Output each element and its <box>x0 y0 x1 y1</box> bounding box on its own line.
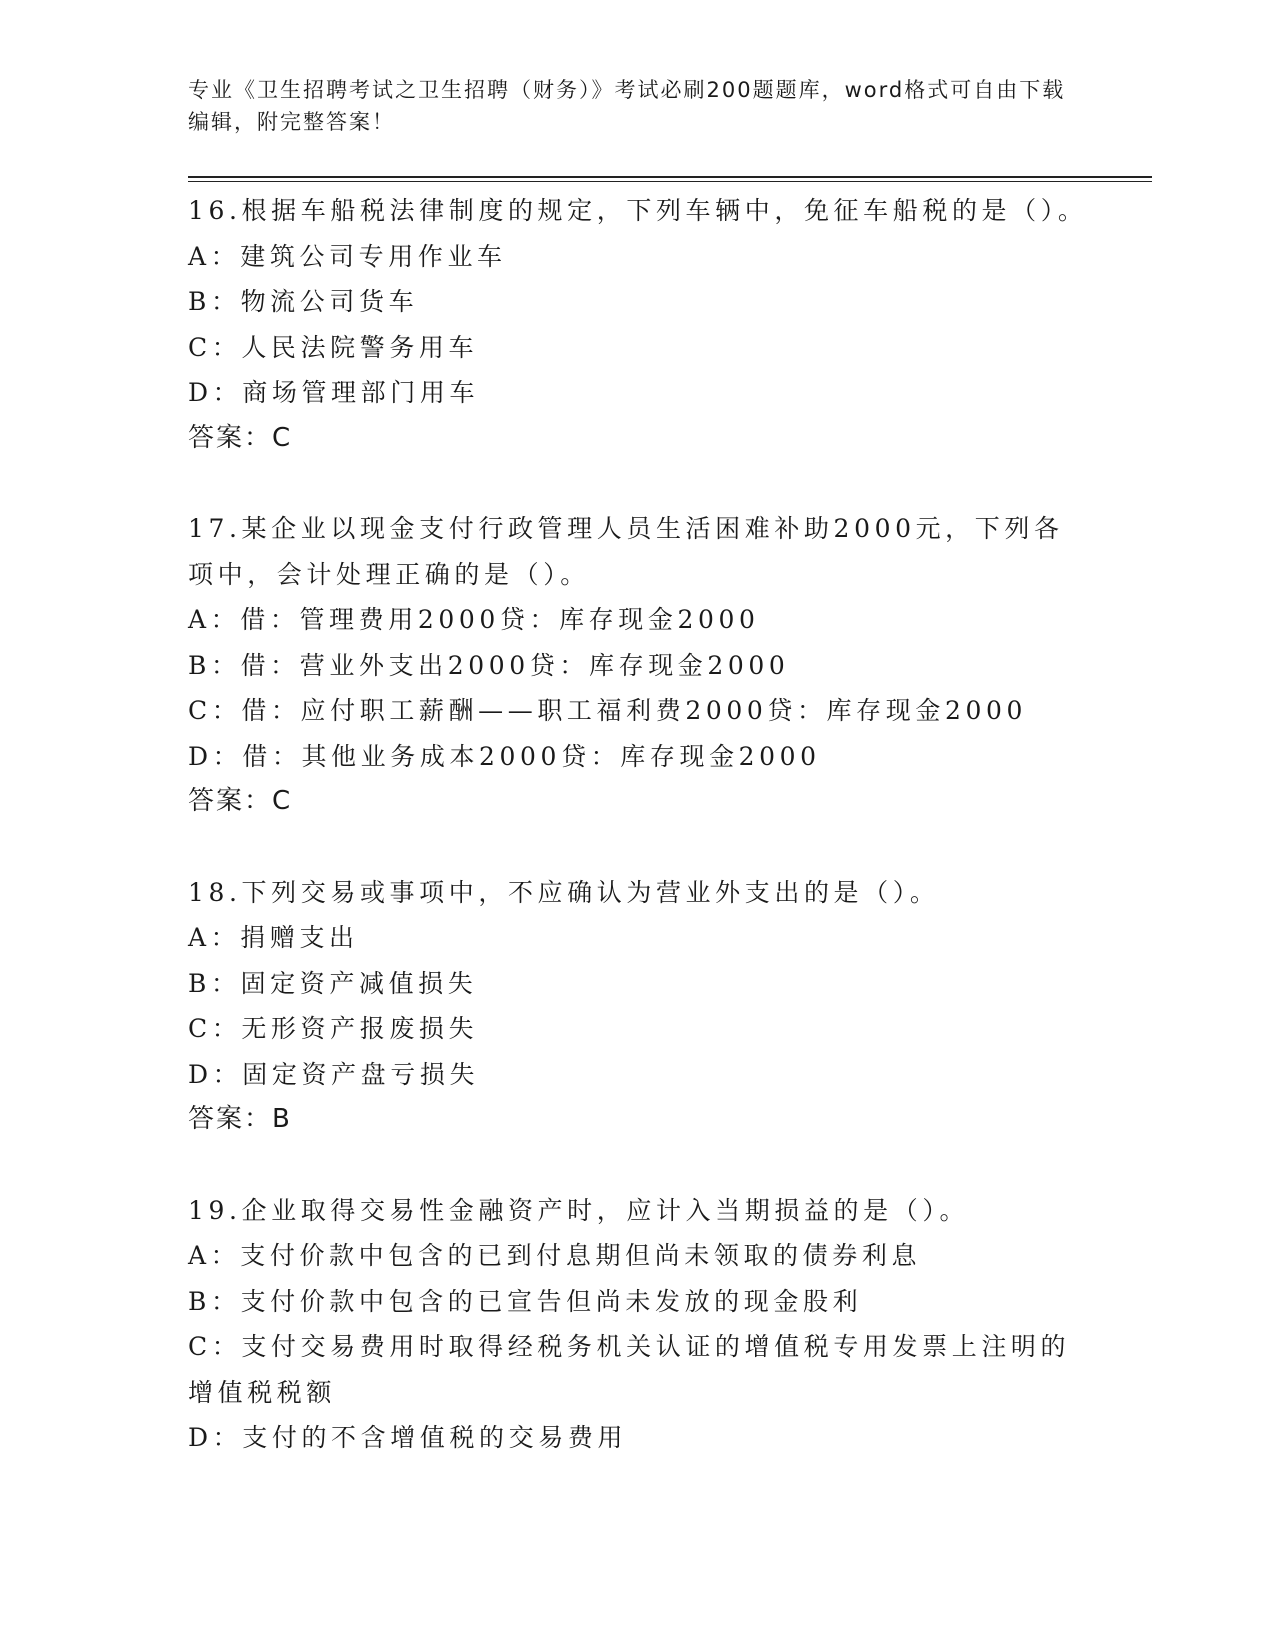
question-stem: 16.根据车船税法律制度的规定，下列车辆中，免征车船税的是（）。 <box>188 196 1088 225</box>
question-17 <box>188 506 1088 825</box>
header-divider-thick <box>188 176 1152 178</box>
option-d: D：商场管理部门用车 <box>188 378 480 407</box>
question-stem: 19.企业取得交易性金融资产时，应计入当期损益的是（）。 <box>188 1195 970 1225</box>
question-19 <box>188 1188 1088 1461</box>
option-c: C：借：应付职工薪酬——职工福利费2000贷：库存现金2000 <box>188 696 1027 725</box>
header-divider-thin <box>188 181 1152 182</box>
option-c: C：人民法院警务用车 <box>188 332 479 362</box>
option-b: B：固定资产减值损失 <box>188 968 478 998</box>
question-16 <box>188 188 1088 461</box>
option-d: D：固定资产盘亏损失 <box>188 1059 480 1089</box>
option-c: C：无形资产报废损失 <box>188 1014 479 1043</box>
question-18 <box>188 870 1088 1143</box>
answer: 答案：B <box>188 1104 292 1134</box>
option-d: D：借：其他业务成本2000贷：库存现金2000 <box>188 741 821 771</box>
option-c: C：支付交易费用时取得经税务机关认证的增值税专用发票上注明的增值税税额 <box>188 1332 1071 1407</box>
option-d: D：支付的不含增值税的交易费用 <box>188 1423 628 1452</box>
question-list <box>188 188 1088 1506</box>
option-b: B：借：营业外支出2000贷：库存现金2000 <box>188 650 790 680</box>
option-b: B：物流公司货车 <box>188 287 419 316</box>
answer: 答案：C <box>188 786 293 816</box>
answer: 答案：C <box>188 422 293 453</box>
document-header: 专业《卫生招聘考试之卫生招聘（财务）》考试必刷200题题库，word格式可自由下载编辑，附完整答案！ <box>188 78 1066 134</box>
question-stem: 18.下列交易或事项中，不应确认为营业外支出的是（）。 <box>188 877 940 907</box>
option-a: A：借：管理费用2000贷：库存现金2000 <box>188 605 760 634</box>
question-stem: 17.某企业以现金支付行政管理人员生活困难补助2000元，下列各项中，会计处理正确的是（）。 <box>188 514 1064 589</box>
option-a: A：捐赠支出 <box>188 923 359 952</box>
option-b: B：支付价款中包含的已宣告但尚未发放的现金股利 <box>188 1286 863 1316</box>
option-a: A：支付价款中包含的已到付息期但尚未领取的债券利息 <box>188 1241 922 1270</box>
option-a: A：建筑公司专用作业车 <box>188 241 507 271</box>
